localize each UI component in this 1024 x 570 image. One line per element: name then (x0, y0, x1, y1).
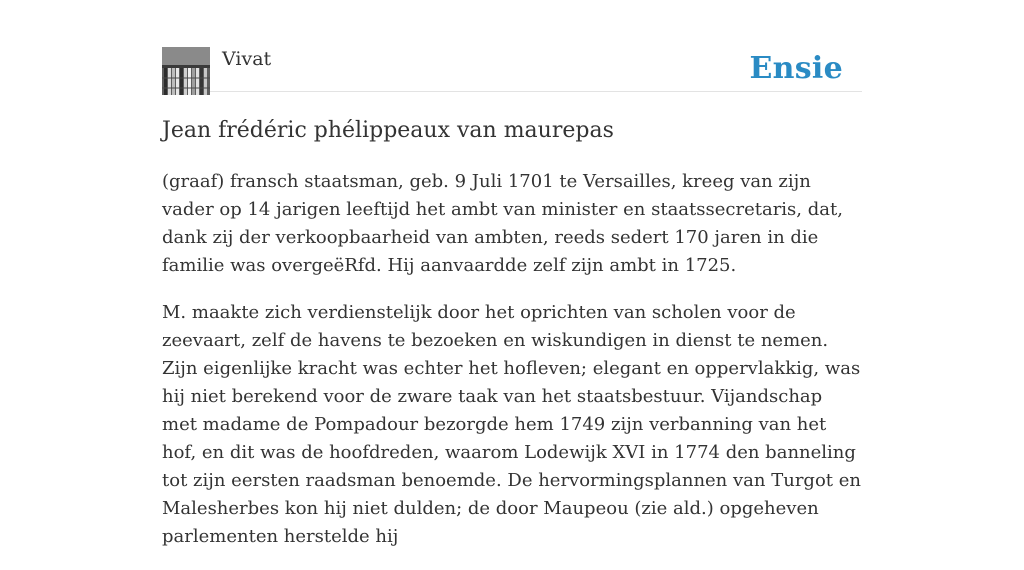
book-spines-icon (162, 47, 210, 95)
article-title: Jean frédéric phélippeaux van maurepas (162, 118, 614, 143)
article-body (162, 168, 862, 570)
header (162, 46, 862, 92)
article-paragraph: (graaf) fransch staatsman, geb. 9 Juli 1701 te Versailles, kreeg van zijn vader op 14 jarigen leeftijd het ambt van minister en staatssecretaris, dat, dank zij der verkoopbaarheid van ambten, reeds sedert 170 jaren in die familie was overgeëRfd. Hij aanvaardde zelf zijn ambt in 1725. (162, 171, 843, 276)
article-paragraph: M. maakte zich verdienstelijk door het oprichten van scholen voor de zeevaart, zelf de havens te bezoeken en wiskundigen in dienst te nemen. Zijn eigenlijke kracht was echter het hofleven; elegant en oppervlakkig, was hij niet berekend voor de zware taak van het staatsbestuur. Vijandschap met madame de Pompadour bezorgde hem 1749 zijn verbanning van het hof, en dit was de hoofdreden, waarom Lodewijk XVI in 1774 den banneling tot zijn eersten raadsman benoemde. De hervormingsplannen van Turgot en Malesherbes kon hij niet dulden; de door Maupeou (zie ald.) opgeheven parlementen herstelde hij (162, 302, 861, 547)
source-avatar[interactable] (162, 47, 210, 95)
source-name-link[interactable]: Vivat (222, 48, 272, 70)
brand-logo[interactable]: Ensie (749, 51, 843, 86)
